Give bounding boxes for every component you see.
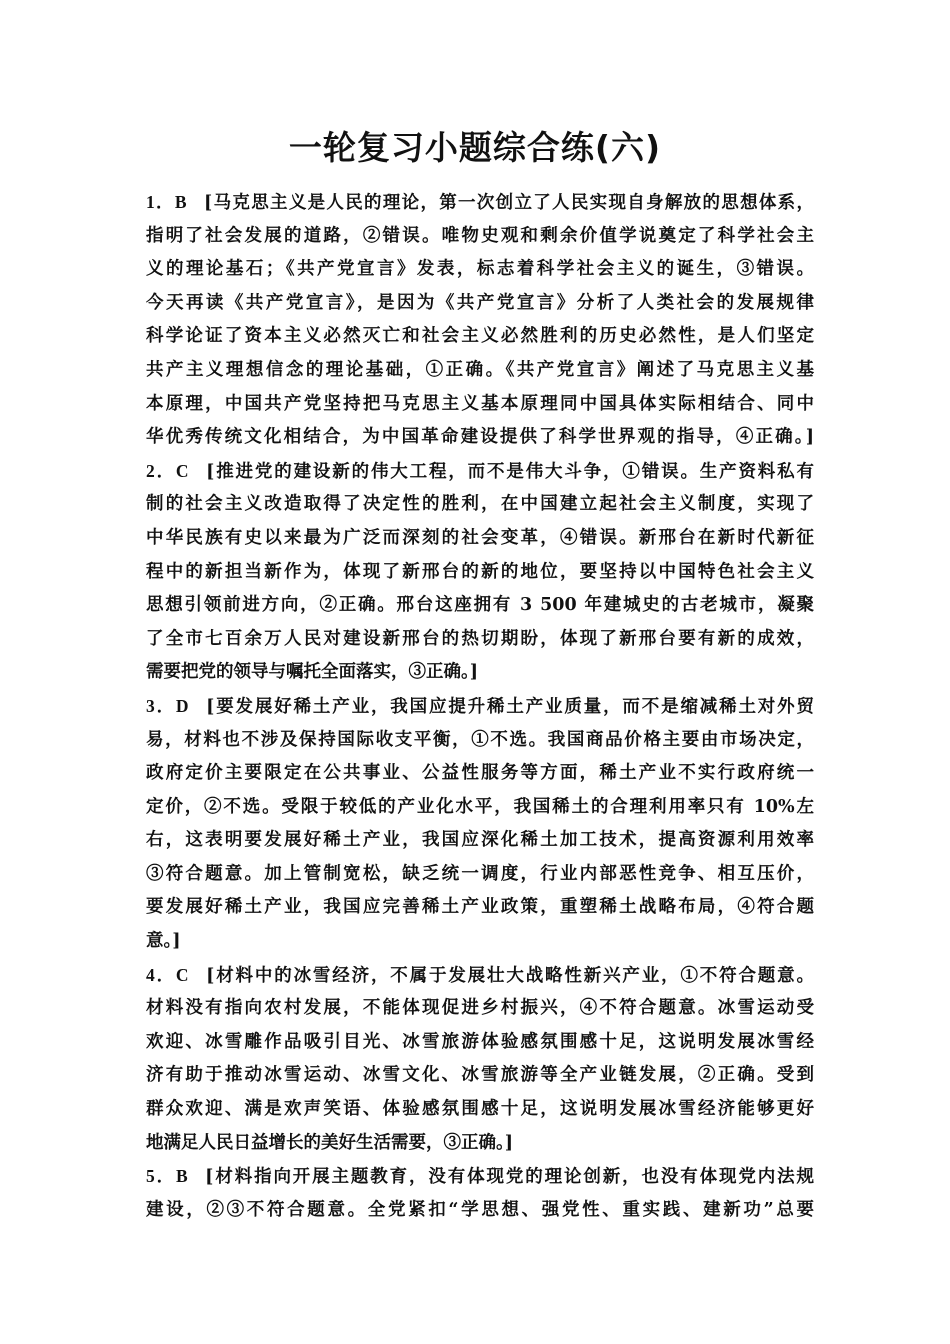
text-line: 济有助于推动冰雪运动、冰雪文化、冰雪旅游等全产业链发展，②正确。受到 <box>146 1065 814 1086</box>
text-line <box>146 690 814 724</box>
text-line: 意。] <box>146 931 181 952</box>
answer-text: [材料中的冰雪经济，不属于发展壮大战略性新兴产业，①不符合题意。 <box>206 965 814 986</box>
text-line: 建设，②③不符合题意。全党紧扣“学思想、强党性、重实践、建新功”总要 <box>146 1199 814 1220</box>
text-line: 地满足人民日益增长的美好生活需要，③正确。] <box>146 1132 514 1153</box>
text-line: 要发展好稀土产业，我国应完善稀土产业政策，重塑稀土战略布局，④符合题 <box>146 897 814 918</box>
answer-item <box>146 690 814 959</box>
text-line: 了全市七百余万人民对建设新邢台的热切期盼，体现了新邢台要有新的成效， <box>146 628 814 649</box>
answer-number: 4．C <box>146 964 189 985</box>
answer-item <box>146 186 814 455</box>
text-line: 材料没有指向农村发展，不能体现促进乡村振兴，④不符合题意。冰雪运动受 <box>146 998 814 1019</box>
answer-number: 2．C <box>146 460 189 481</box>
text-line <box>146 455 814 489</box>
text-line: 中华民族有史以来最为广泛而深刻的社会变革，④错误。新邢台在新时代新征 <box>146 527 814 548</box>
text-line <box>146 1160 814 1194</box>
answer-number: 3．D <box>146 695 189 716</box>
text-line: 指明了社会发展的道路，②错误。唯物史观和剩余价值学说奠定了科学社会主 <box>146 225 814 246</box>
answer-number: 1．B <box>146 192 187 212</box>
answer-text: [材料指向开展主题教育，没有体现党的理论创新，也没有体现党内法规 <box>205 1167 814 1188</box>
text-line: 思想引领前进方向，②正确。邢台这座拥有 3 500 年建城史的古老城市，凝聚 <box>146 595 814 616</box>
text-line: 今天再读《共产党宣言》，是因为《共产党宣言》分析了人类社会的发展规律 <box>146 292 814 313</box>
answer-item <box>146 959 814 1161</box>
text-line: 共产主义理想信念的理论基础，①正确。《共产党宣言》阐述了马克思主义基 <box>146 359 814 380</box>
answer-item <box>146 1160 814 1227</box>
text-line: 制的社会主义改造取得了决定性的胜利，在中国建立起社会主义制度，实现了 <box>146 494 814 515</box>
answer-text: [推进党的建设新的伟大工程，而不是伟大斗争，①错误。生产资料私有 <box>206 461 814 482</box>
text-line: 程中的新担当新作为，体现了新邢台的新的地位，要坚持以中国特色社会主义 <box>146 561 814 582</box>
text-line: 义的理论基石；《共产党宣言》发表，标志着科学社会主义的诞生，③错误。 <box>146 259 814 280</box>
answer-item <box>146 455 814 690</box>
answer-number: 5．B <box>146 1166 188 1187</box>
text-line: 需要把党的领导与嘱托全面落实，③正确。] <box>146 662 479 683</box>
text-line <box>146 959 814 993</box>
answer-text: [马克思主义是人民的理论，第一次创立了人民实现自身解放的思想体系， <box>204 193 814 213</box>
text-line: 群众欢迎、满是欢声笑语、体验感氛围感十足，这说明发展冰雪经济能够更好 <box>146 1099 814 1120</box>
answer-list <box>146 186 814 1227</box>
text-line: ③符合题意。加上管制宽松，缺乏统一调度，行业内部恶性竞争、相互压价， <box>146 863 814 884</box>
text-line: 定价，②不选。受限于较低的产业化水平，我国稀土的合理利用率只有 10%左 <box>146 796 814 817</box>
text-line: 本原理，中国共产党坚持把马克思主义基本原理同中国具体实际相结合、同中 <box>146 393 814 414</box>
text-line <box>146 186 814 220</box>
text-line: 科学论证了资本主义必然灭亡和社会主义必然胜利的历史必然性，是人们坚定 <box>146 326 814 347</box>
answer-text: [要发展好稀土产业，我国应提升稀土产业质量，而不是缩减稀土对外贸 <box>206 696 814 717</box>
page-title: 一轮复习小题综合练(六) <box>288 128 662 167</box>
text-line: 易，材料也不涉及保持国际收支平衡，①不选。我国商品价格主要由市场决定， <box>146 729 814 750</box>
text-line: 政府定价主要限定在公共事业、公益性服务等方面，稀土产业不实行政府统一 <box>146 763 814 784</box>
text-line: 华优秀传统文化相结合，为中国革命建设提供了科学世界观的指导，④正确。] <box>146 427 814 448</box>
text-line: 右，这表明要发展好稀土产业，我国应深化稀土加工技术，提高资源利用效率 <box>146 830 814 851</box>
text-line: 欢迎、冰雪雕作品吸引目光、冰雪旅游体验感氛围感十足，这说明发展冰雪经 <box>146 1031 814 1052</box>
